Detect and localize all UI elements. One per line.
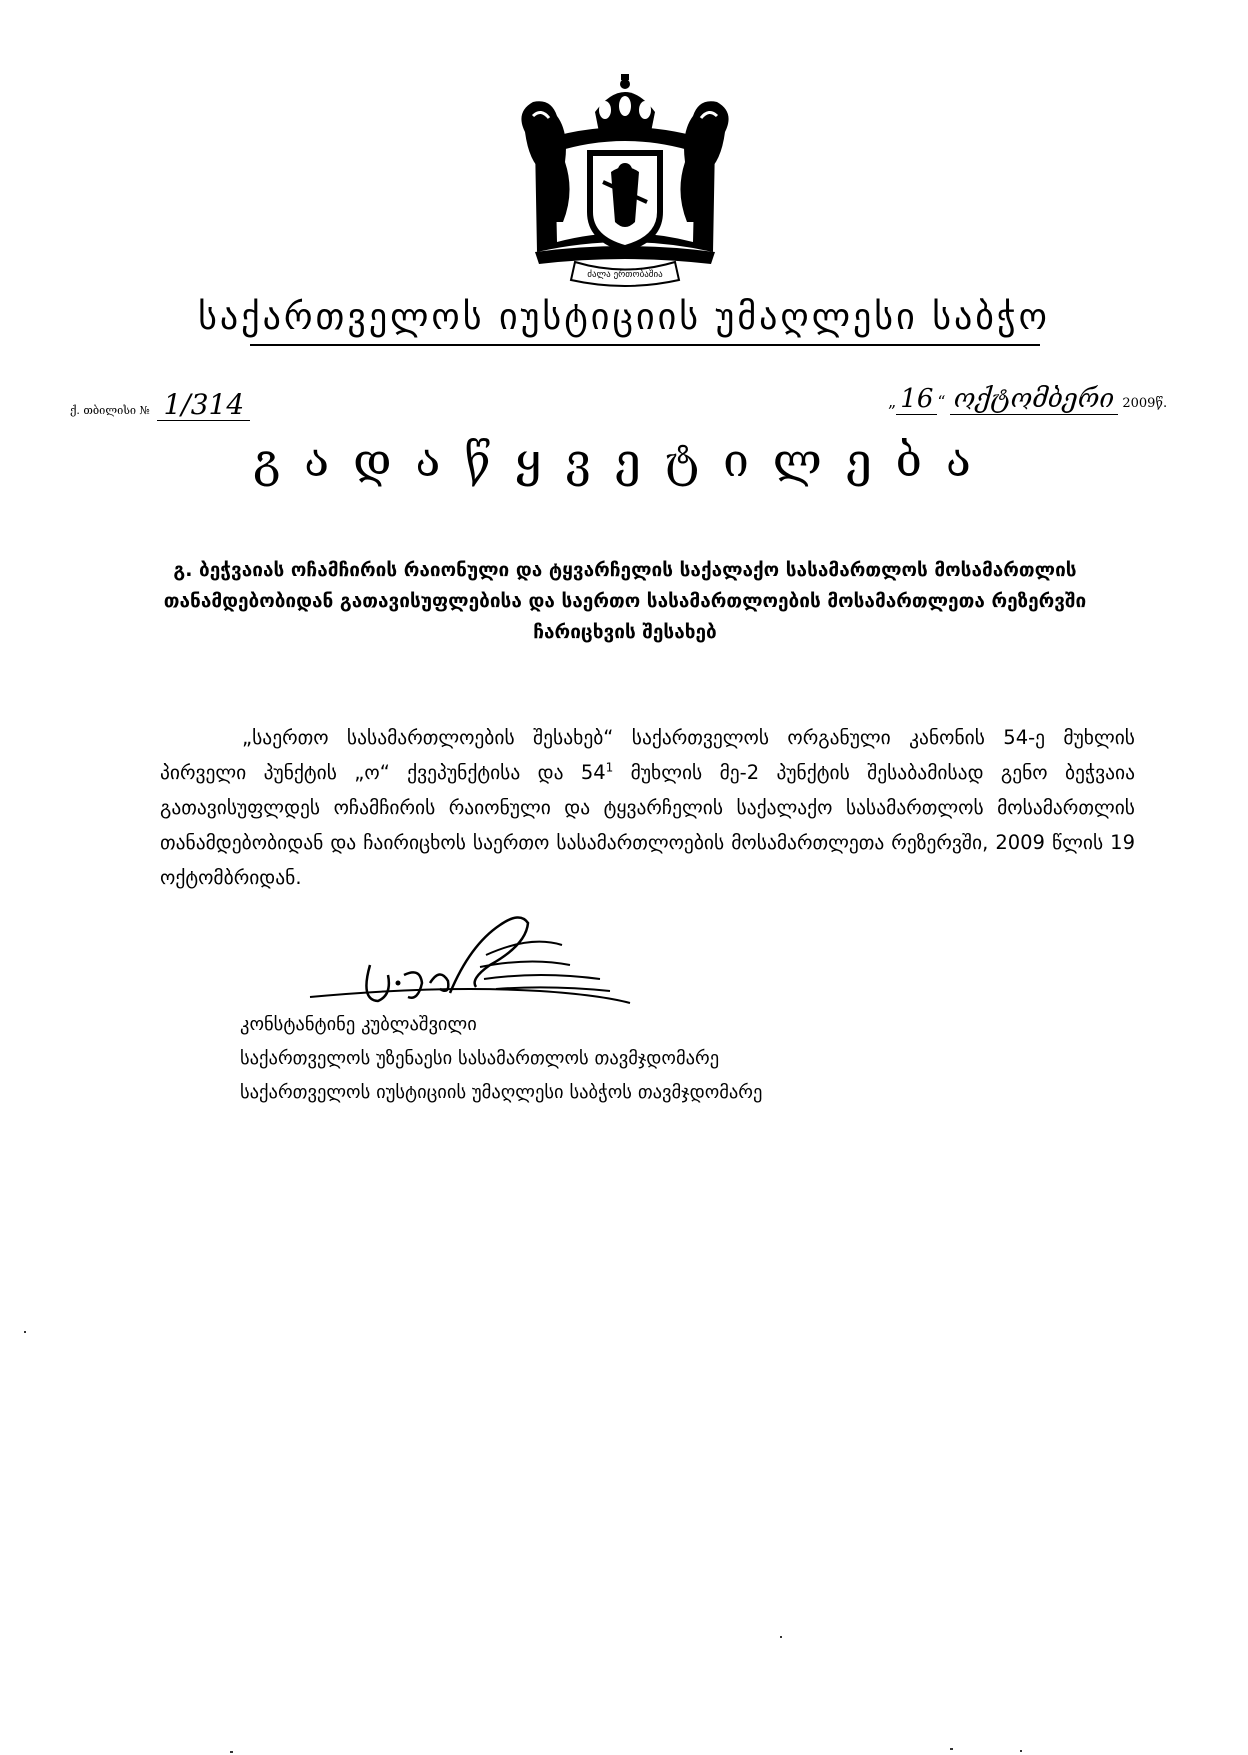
signatory-title-2: საქართველოს იუსტიციის უმაღლესი საბჭოს თავმჯდომარე	[240, 1082, 763, 1103]
signatory-title-1: საქართველოს უზენაესი სასამართლოს თავმჯდომარე	[240, 1048, 720, 1069]
header-divider	[250, 344, 1040, 346]
body-part-1: „საერთო სასამართლოების შესახებ“ საქართველოს ორგანული კანონის 54-ე მუხლის პირველი პუნქტის „ო“ ქვეპუნქტისა და 54	[160, 726, 1135, 784]
date-year: 2009წ.	[1122, 396, 1168, 411]
scan-speck	[24, 1331, 26, 1333]
signatory-block	[240, 1008, 762, 1110]
coat-of-arms-emblem	[515, 72, 735, 287]
scan-speck	[950, 1748, 953, 1750]
signatory-name: კონსტანტინე კუბლაშვილი	[240, 1014, 477, 1035]
article-superscript: 1	[605, 760, 614, 775]
date-month: ოქტომბერი	[950, 384, 1119, 415]
motto-text: ძალა ერთობაშია	[587, 270, 663, 280]
scan-speck	[780, 1636, 782, 1638]
document-subject: გ. ბეჭვაიას ოჩამჩირის რაიონული და ტყვარჩელის საქალაქო სასამართლოს მოსამართლის თანამდებობიდან გათავისუფლებისა და საერთო სასამართლოების მოსამართლეთა რეზერვში ჩარიცხვის შესახებ	[163, 559, 1087, 643]
scan-speck	[230, 1751, 233, 1753]
document-number	[70, 390, 250, 421]
shield-icon	[587, 150, 663, 252]
number-value: 1/314	[157, 390, 250, 421]
document-title: გადაწყვეტილება	[253, 433, 995, 487]
number-label: ქ. თბილისი №	[70, 404, 150, 417]
body-part-2: მუხლის მე-2 პუნქტის შესაბამისად გენო ბეჭვაია გათავისუფლდეს ოჩამჩირის რაიონული და ტყვარჩელის საქალაქო სასამართლოს მოსამართლის თანამდებობიდან და ჩაირიცხოს საერთო სასამართლოების მოსამართლეთა რეზერვში, 2009 წლის 19 ოქტომბრიდან.	[160, 761, 1135, 889]
date-day: 16	[896, 384, 937, 415]
decision-body	[160, 720, 1135, 895]
handwritten-signature	[300, 905, 640, 1025]
document-date: „ 16 “ ოქტომბერი 2009წ.	[888, 384, 1168, 414]
institution-name: საქართველოს იუსტიციის უმაღლესი საბჭო	[198, 297, 1050, 338]
scan-speck	[1020, 1750, 1022, 1752]
